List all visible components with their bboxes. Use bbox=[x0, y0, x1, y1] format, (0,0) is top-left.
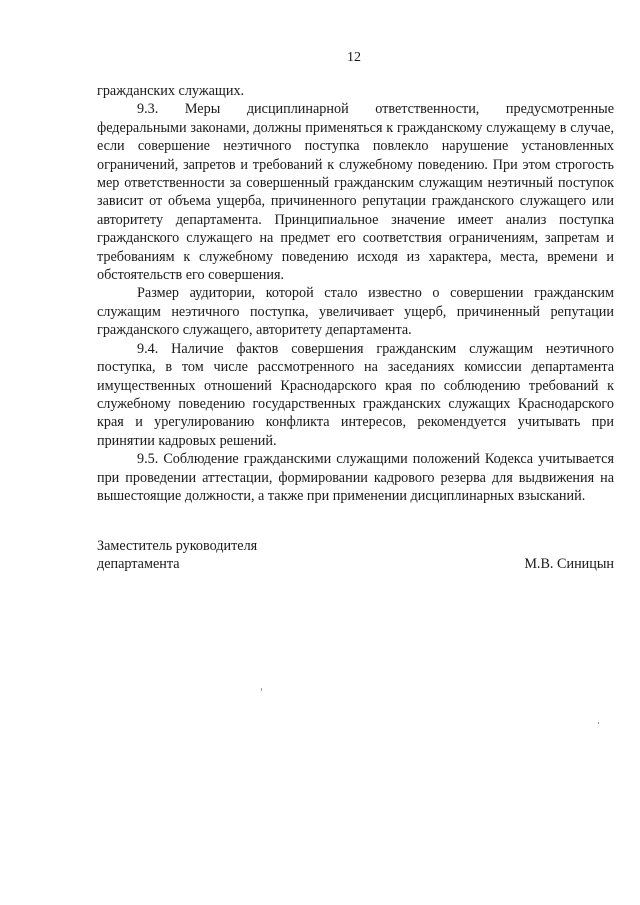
scan-speck bbox=[261, 688, 262, 691]
paragraph-continuation: гражданских служащих. bbox=[97, 83, 245, 99]
document-body bbox=[97, 82, 614, 505]
paragraph-9-4: 9.4. Наличие фактов совершения гражданским служащим неэтичного поступка, в том числе рассмотренного на заседаниях комиссии департамента имущественных отношений Краснодарского края по соблюдению требований к служебному поведению государственных гражданских служащих Краснодарского края и урегулированию конфликта интересов, рекомендуется учитывать при принятии кадровых решений. bbox=[97, 340, 614, 449]
signature-block bbox=[97, 537, 614, 574]
page-number: 12 bbox=[347, 50, 361, 65]
signatory-name: М.В. Синицын bbox=[524, 556, 614, 573]
scan-speck bbox=[598, 722, 599, 724]
paragraph-9-3: 9.3. Меры дисциплинарной ответственности, предусмотренные федеральными законами, должны применяться к гражданскому служащему в случае, если совершение неэтичного поступка повлекло нарушение установленных ограничений, запретов и требований к служебному поведению. При этом строгость мер ответственности за совершенный гражданским служащим неэтичный поступок зависит от объема ущерба, причиненного репутации гражданского служащего или авторитету департамента. Принципиальное значение имеет анализ поступка гражданского служащего на предмет его соответствия ограничениям, запретам и требованиям к служебному поведению исходя из характера, места, времени и обстоятельств его совершения. bbox=[97, 101, 614, 284]
signatory-position-line1: Заместитель руководителя bbox=[97, 538, 258, 554]
paragraph-9-5: 9.5. Соблюдение гражданскими служащими положений Кодекса учитывается при проведении аттестации, формировании кадрового резерва для выдвижения на вышестоящие должности, а также при применении дисциплинарных взысканий. bbox=[97, 451, 614, 504]
paragraph-audience: Размер аудитории, которой стало известно о совершении гражданским служащим неэтичного поступка, увеличивает ущерб, причиненный репутации гражданского служащего, авторитету департамента. bbox=[97, 285, 614, 339]
signatory-position-line2: департамента bbox=[97, 556, 180, 573]
